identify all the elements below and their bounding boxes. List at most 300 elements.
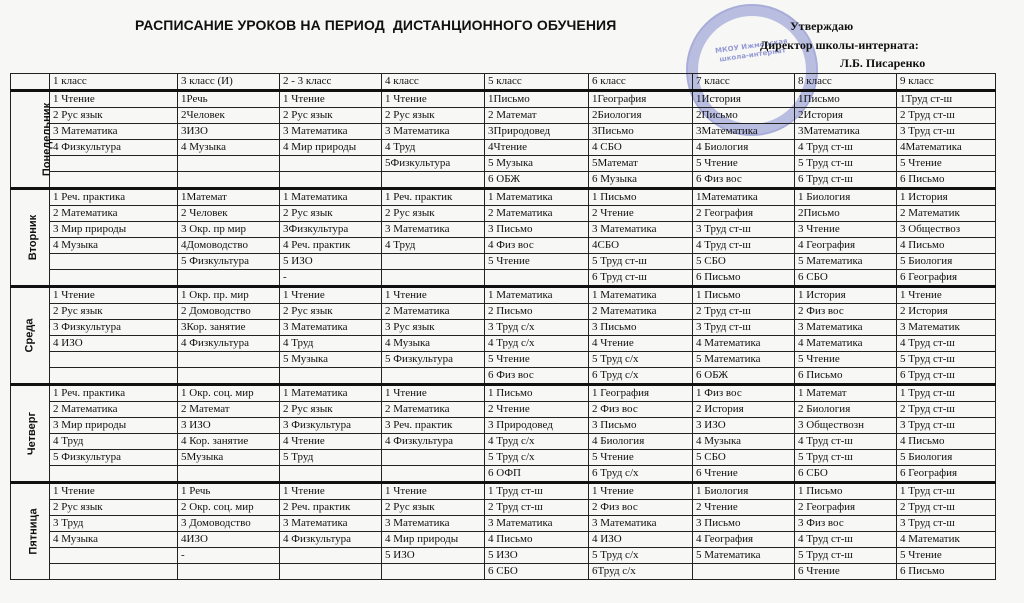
- lesson-cell: 6 Письмо: [693, 270, 795, 287]
- lesson-row: [11, 206, 996, 222]
- lesson-cell: 5 Труд ст-ш: [897, 352, 996, 368]
- lesson-cell: [50, 548, 178, 564]
- lesson-cell: 3 Письмо: [589, 418, 693, 434]
- lesson-cell: 3 Письмо: [589, 320, 693, 336]
- lesson-cell: 4 Труд с/х: [485, 336, 589, 352]
- lesson-cell: 3 Математика: [485, 516, 589, 532]
- lesson-cell: 1 История: [795, 287, 897, 304]
- lesson-cell: 1Труд ст-ш: [897, 91, 996, 108]
- lesson-cell: 5 СБО: [693, 450, 795, 466]
- lesson-cell: 6 Труд с/х: [589, 466, 693, 483]
- lesson-cell: 1 Труд ст-ш: [485, 483, 589, 500]
- lesson-cell: 2 Труд ст-ш: [693, 304, 795, 320]
- lesson-cell: 2 Письмо: [485, 304, 589, 320]
- lesson-cell: 2 Математик: [897, 206, 996, 222]
- lesson-row: [11, 189, 996, 206]
- lesson-cell: 3 Математика: [280, 516, 382, 532]
- lesson-cell: 4 Биология: [693, 140, 795, 156]
- lesson-cell: 4 Письмо: [897, 434, 996, 450]
- lesson-cell: 4Чтение: [485, 140, 589, 156]
- lesson-cell: 5 Труд ст-ш: [795, 548, 897, 564]
- lesson-cell: 2 Окр. соц. мир: [178, 500, 280, 516]
- day-label: [11, 189, 50, 287]
- lesson-cell: [382, 172, 485, 189]
- lesson-cell: 3 ИЗО: [693, 418, 795, 434]
- lesson-cell: 1Математ: [178, 189, 280, 206]
- lesson-cell: 5 Чтение: [589, 450, 693, 466]
- lesson-cell: 4 Мир природы: [280, 140, 382, 156]
- lesson-cell: 6 Чтение: [693, 466, 795, 483]
- lesson-cell: 1 Реч. практика: [50, 189, 178, 206]
- lesson-cell: 2 Рус язык: [382, 500, 485, 516]
- lesson-cell: 1География: [589, 91, 693, 108]
- lesson-cell: 4 Труд ст-ш: [897, 336, 996, 352]
- lesson-cell: 5 Физкультура: [178, 254, 280, 270]
- lesson-cell: 6 Труд ст-ш: [897, 368, 996, 385]
- lesson-cell: 4 Труд ст-ш: [795, 140, 897, 156]
- lesson-row: [11, 172, 996, 189]
- lesson-cell: 5 Труд ст-ш: [795, 450, 897, 466]
- lesson-cell: 3 Математика: [795, 320, 897, 336]
- lesson-cell: 4 Труд ст-ш: [795, 532, 897, 548]
- lesson-row: [11, 385, 996, 402]
- lesson-cell: 2 Рус язык: [280, 108, 382, 124]
- approval-line-3: Л.Б. Писаренко: [840, 56, 926, 70]
- lesson-cell: 3 Рус язык: [382, 320, 485, 336]
- lesson-cell: 4 Математика: [795, 336, 897, 352]
- lesson-cell: 4 Музыка: [50, 238, 178, 254]
- lesson-cell: 4 Труд с/х: [485, 434, 589, 450]
- class-header: 1 класс: [50, 74, 178, 91]
- lesson-cell: 1История: [693, 91, 795, 108]
- lesson-cell: [280, 564, 382, 580]
- lesson-cell: 2 Математ: [178, 402, 280, 418]
- lesson-cell: 2Биология: [589, 108, 693, 124]
- lesson-cell: 5 ИЗО: [485, 548, 589, 564]
- lesson-cell: 4 Физ вос: [485, 238, 589, 254]
- approval-line-1: Утверждаю: [790, 19, 854, 33]
- lesson-cell: 5 Чтение: [485, 254, 589, 270]
- lesson-cell: 4 Чтение: [589, 336, 693, 352]
- lesson-row: [11, 450, 996, 466]
- class-header: 4 класс: [382, 74, 485, 91]
- lesson-row: [11, 483, 996, 500]
- lesson-cell: 4 Математика: [693, 336, 795, 352]
- lesson-cell: 2 Домоводство: [178, 304, 280, 320]
- lesson-cell: 5 Математика: [693, 548, 795, 564]
- lesson-cell: 1 Чтение: [589, 483, 693, 500]
- lesson-cell: 6 Труд ст-ш: [795, 172, 897, 189]
- lesson-cell: 5Физкультура: [382, 156, 485, 172]
- class-header: 9 класс: [897, 74, 996, 91]
- lesson-cell: 6 ОБЖ: [485, 172, 589, 189]
- lesson-cell: 4 Труд: [280, 336, 382, 352]
- lesson-cell: 1 Чтение: [50, 91, 178, 108]
- lesson-cell: 3 Математика: [589, 516, 693, 532]
- lesson-cell: 6 Труд ст-ш: [589, 270, 693, 287]
- lesson-cell: 4 Кор. занятие: [178, 434, 280, 450]
- lesson-cell: 3Кор. занятие: [178, 320, 280, 336]
- lesson-cell: 5 Биология: [897, 254, 996, 270]
- lesson-cell: 1 Чтение: [382, 287, 485, 304]
- lesson-cell: [178, 368, 280, 385]
- lesson-cell: 1 Чтение: [50, 483, 178, 500]
- day-label: [11, 385, 50, 483]
- lesson-cell: 5 Чтение: [897, 156, 996, 172]
- lesson-cell: 2 Математ: [485, 108, 589, 124]
- lesson-cell: 2Человек: [178, 108, 280, 124]
- lesson-cell: 2 Чтение: [693, 500, 795, 516]
- lesson-cell: 2 География: [795, 500, 897, 516]
- lesson-row: [11, 287, 996, 304]
- lesson-cell: 3 Труд ст-ш: [897, 124, 996, 140]
- day-name: Пятница: [27, 508, 40, 555]
- lesson-cell: 4 Письмо: [485, 532, 589, 548]
- lesson-cell: 5 ИЗО: [382, 548, 485, 564]
- lesson-cell: [178, 172, 280, 189]
- lesson-cell: [50, 156, 178, 172]
- lesson-cell: [50, 466, 178, 483]
- lesson-cell: 3 Окр. пр мир: [178, 222, 280, 238]
- class-header: 2 - 3 класс: [280, 74, 382, 91]
- lesson-cell: 1Речь: [178, 91, 280, 108]
- lesson-cell: 1 Чтение: [280, 483, 382, 500]
- lesson-cell: 2 Физ вос: [589, 402, 693, 418]
- lesson-row: [11, 564, 996, 580]
- lesson-cell: 6 ОФП: [485, 466, 589, 483]
- lesson-cell: 4 ИЗО: [589, 532, 693, 548]
- class-header: 7 класс: [693, 74, 795, 91]
- lesson-cell: [382, 466, 485, 483]
- lesson-row: [11, 108, 996, 124]
- lesson-cell: 1 Чтение: [280, 287, 382, 304]
- lesson-row: [11, 368, 996, 385]
- lesson-cell: 6 ОБЖ: [693, 368, 795, 385]
- lesson-cell: 4 Физкультура: [280, 532, 382, 548]
- lesson-cell: 6 Труд с/х: [589, 368, 693, 385]
- lesson-cell: 1 География: [589, 385, 693, 402]
- lesson-cell: [280, 548, 382, 564]
- lesson-cell: 5 Математика: [693, 352, 795, 368]
- lesson-row: [11, 500, 996, 516]
- lesson-cell: 6 Письмо: [795, 368, 897, 385]
- lesson-row: [11, 434, 996, 450]
- lesson-cell: 5 Физкультура: [50, 450, 178, 466]
- lesson-cell: 1 Чтение: [50, 287, 178, 304]
- lesson-cell: 4 География: [795, 238, 897, 254]
- lesson-cell: 2 Рус язык: [382, 108, 485, 124]
- lesson-cell: 5 Музыка: [485, 156, 589, 172]
- lesson-cell: 4 Мир природы: [382, 532, 485, 548]
- lesson-cell: 5 Чтение: [693, 156, 795, 172]
- lesson-cell: 5 Чтение: [795, 352, 897, 368]
- lesson-cell: [178, 156, 280, 172]
- lesson-cell: 2 Математика: [485, 206, 589, 222]
- lesson-cell: 4 Музыка: [382, 336, 485, 352]
- lesson-cell: 3 Математика: [382, 222, 485, 238]
- class-header: 3 класс (И): [178, 74, 280, 91]
- lesson-cell: 4 Труд ст-ш: [693, 238, 795, 254]
- lesson-cell: 4 Биология: [589, 434, 693, 450]
- lesson-cell: [280, 172, 382, 189]
- stamp-text: МКОУ Ижморская школа-интернат: [714, 37, 788, 64]
- lesson-cell: 3 Письмо: [693, 516, 795, 532]
- lesson-cell: 3 Труд ст-ш: [897, 418, 996, 434]
- lesson-cell: 6Труд с/х: [589, 564, 693, 580]
- lesson-cell: 2 Реч. практик: [280, 500, 382, 516]
- lesson-cell: 5 Чтение: [897, 548, 996, 564]
- lesson-cell: 6 География: [897, 466, 996, 483]
- lesson-cell: 3Физкультура: [280, 222, 382, 238]
- lesson-cell: 3 Физ вос: [795, 516, 897, 532]
- lesson-cell: 6 Чтение: [795, 564, 897, 580]
- lesson-cell: 1 Чтение: [382, 91, 485, 108]
- lesson-cell: 5 Физкультура: [382, 352, 485, 368]
- lesson-cell: 2 Труд ст-ш: [897, 402, 996, 418]
- lesson-row: [11, 304, 996, 320]
- lesson-cell: 2 Рус язык: [50, 108, 178, 124]
- lesson-row: [11, 336, 996, 352]
- lesson-cell: 2 Чтение: [589, 206, 693, 222]
- lesson-cell: 2 Математика: [50, 402, 178, 418]
- lesson-row: [11, 466, 996, 483]
- lesson-cell: 6 Музыка: [589, 172, 693, 189]
- lesson-cell: 4 СБО: [589, 140, 693, 156]
- lesson-cell: 4 Физкультура: [178, 336, 280, 352]
- schedule-table: [10, 73, 996, 580]
- lesson-cell: [382, 450, 485, 466]
- lesson-cell: 4 Реч. практик: [280, 238, 382, 254]
- lesson-row: [11, 516, 996, 532]
- lesson-cell: [50, 352, 178, 368]
- lesson-cell: 2 Труд ст-ш: [897, 108, 996, 124]
- lesson-cell: 3 Математика: [280, 124, 382, 140]
- lesson-cell: [382, 564, 485, 580]
- lesson-cell: 1 Труд ст-ш: [897, 483, 996, 500]
- day-name: Среда: [23, 318, 36, 353]
- lesson-cell: 5 Чтение: [485, 352, 589, 368]
- lesson-cell: 5Музыка: [178, 450, 280, 466]
- lesson-row: [11, 91, 996, 108]
- lesson-cell: 5 Музыка: [280, 352, 382, 368]
- approval-line-2: Директор школы-интерната:: [760, 38, 919, 52]
- lesson-row: [11, 156, 996, 172]
- schedule-title: РАСПИСАНИЕ УРОКОВ НА ПЕРИОД ДИСТАНЦИОННОГО ОБУЧЕНИЯ: [135, 17, 617, 33]
- corner-cell: [11, 74, 50, 91]
- lesson-cell: [382, 368, 485, 385]
- lesson-cell: 3 Домоводство: [178, 516, 280, 532]
- lesson-cell: 4 Физкультура: [382, 434, 485, 450]
- lesson-cell: 2Письмо: [693, 108, 795, 124]
- lesson-cell: 6 Письмо: [897, 172, 996, 189]
- lesson-cell: 3 Математика: [589, 222, 693, 238]
- lesson-cell: [178, 352, 280, 368]
- lesson-row: [11, 532, 996, 548]
- class-header-row: [11, 74, 996, 91]
- lesson-cell: 3 Труд ст-ш: [897, 516, 996, 532]
- lesson-cell: 3 Физкультура: [50, 320, 178, 336]
- lesson-cell: 4 Труд: [50, 434, 178, 450]
- lesson-cell: 5 Труд с/х: [589, 548, 693, 564]
- lesson-cell: 1 Чтение: [897, 287, 996, 304]
- lesson-cell: 1 Математика: [485, 287, 589, 304]
- lesson-cell: 3Природовед: [485, 124, 589, 140]
- lesson-cell: 3 Обществоз: [897, 222, 996, 238]
- lesson-cell: 3Письмо: [589, 124, 693, 140]
- lesson-cell: 1 Письмо: [485, 385, 589, 402]
- lesson-cell: 1 Письмо: [589, 189, 693, 206]
- lesson-cell: 6 Физ вос: [693, 172, 795, 189]
- lesson-cell: 2 Человек: [178, 206, 280, 222]
- lesson-cell: 1 Математика: [589, 287, 693, 304]
- lesson-row: [11, 238, 996, 254]
- lesson-cell: 4 Письмо: [897, 238, 996, 254]
- lesson-cell: 6 География: [897, 270, 996, 287]
- schedule-body: [11, 91, 996, 580]
- lesson-cell: 5Математ: [589, 156, 693, 172]
- lesson-cell: 3 Реч. практик: [382, 418, 485, 434]
- lesson-cell: 2История: [795, 108, 897, 124]
- lesson-cell: 4 Труд ст-ш: [795, 434, 897, 450]
- lesson-cell: -: [178, 548, 280, 564]
- lesson-cell: 6 Физ вос: [485, 368, 589, 385]
- lesson-row: [11, 548, 996, 564]
- lesson-cell: 3 Математика: [50, 124, 178, 140]
- lesson-cell: 1 Окр. соц. мир: [178, 385, 280, 402]
- lesson-cell: [178, 270, 280, 287]
- lesson-row: [11, 402, 996, 418]
- lesson-cell: 2 Математика: [589, 304, 693, 320]
- lesson-cell: 1Письмо: [795, 91, 897, 108]
- lesson-cell: 1 Математ: [795, 385, 897, 402]
- lesson-cell: [280, 368, 382, 385]
- lesson-cell: 3 Мир природы: [50, 222, 178, 238]
- lesson-cell: 1 Окр. пр. мир: [178, 287, 280, 304]
- lesson-cell: 4 Физкультура: [50, 140, 178, 156]
- lesson-cell: 3 Математика: [382, 124, 485, 140]
- lesson-row: [11, 320, 996, 336]
- lesson-cell: 1 Реч. практика: [50, 385, 178, 402]
- lesson-cell: 5 СБО: [693, 254, 795, 270]
- lesson-cell: 2 Чтение: [485, 402, 589, 418]
- day-label: [11, 91, 54, 189]
- lesson-cell: 3 Чтение: [795, 222, 897, 238]
- lesson-cell: 4СБО: [589, 238, 693, 254]
- lesson-cell: 4 Математик: [897, 532, 996, 548]
- lesson-cell: 1 Физ вос: [693, 385, 795, 402]
- lesson-cell: 5 Труд ст-ш: [795, 156, 897, 172]
- lesson-row: [11, 254, 996, 270]
- lesson-cell: 3 Труд ст-ш: [693, 222, 795, 238]
- lesson-cell: [50, 172, 178, 189]
- lesson-cell: 5 ИЗО: [280, 254, 382, 270]
- lesson-cell: [50, 270, 178, 287]
- lesson-cell: 3ИЗО: [178, 124, 280, 140]
- class-header: 6 класс: [589, 74, 693, 91]
- lesson-cell: 1 Математика: [280, 189, 382, 206]
- lesson-row: [11, 418, 996, 434]
- lesson-cell: [382, 270, 485, 287]
- lesson-cell: 1 История: [897, 189, 996, 206]
- lesson-cell: 4Домоводство: [178, 238, 280, 254]
- lesson-cell: 4 География: [693, 532, 795, 548]
- lesson-cell: 5 Труд с/х: [589, 352, 693, 368]
- lesson-cell: 2 Рус язык: [50, 500, 178, 516]
- lesson-cell: 6 СБО: [795, 270, 897, 287]
- day-name: Понедельник: [41, 102, 54, 177]
- lesson-cell: 5 Труд с/х: [485, 450, 589, 466]
- lesson-cell: 2 Труд ст-ш: [485, 500, 589, 516]
- lesson-cell: 6 СБО: [795, 466, 897, 483]
- lesson-cell: 4 Музыка: [50, 532, 178, 548]
- lesson-cell: 4 Чтение: [280, 434, 382, 450]
- lesson-cell: 2 Математика: [50, 206, 178, 222]
- lesson-row: [11, 352, 996, 368]
- lesson-cell: 2 Рус язык: [280, 402, 382, 418]
- lesson-cell: 3 Обществозн: [795, 418, 897, 434]
- lesson-cell: 4ИЗО: [178, 532, 280, 548]
- lesson-cell: 1 Реч. практик: [382, 189, 485, 206]
- lesson-cell: 3 Мир природы: [50, 418, 178, 434]
- day-label: [11, 483, 50, 580]
- lesson-cell: 4 Музыка: [693, 434, 795, 450]
- lesson-cell: [382, 254, 485, 270]
- lesson-cell: 3Математика: [795, 124, 897, 140]
- lesson-cell: 3 Письмо: [485, 222, 589, 238]
- lesson-cell: [280, 466, 382, 483]
- lesson-cell: [280, 156, 382, 172]
- lesson-row: [11, 222, 996, 238]
- lesson-cell: 1 Биология: [795, 189, 897, 206]
- lesson-cell: 5 Труд: [280, 450, 382, 466]
- lesson-cell: [693, 564, 795, 580]
- lesson-cell: 2 Биология: [795, 402, 897, 418]
- lesson-cell: 6 СБО: [485, 564, 589, 580]
- lesson-cell: 1 Математика: [280, 385, 382, 402]
- lesson-cell: 3 Труд: [50, 516, 178, 532]
- lesson-cell: 6 Письмо: [897, 564, 996, 580]
- lesson-cell: 3 ИЗО: [178, 418, 280, 434]
- class-header: 5 класс: [485, 74, 589, 91]
- lesson-cell: [178, 564, 280, 580]
- lesson-cell: 2 Физ вос: [589, 500, 693, 516]
- lesson-cell: 1 Биология: [693, 483, 795, 500]
- lesson-row: [11, 140, 996, 156]
- day-name: Четверг: [26, 411, 39, 456]
- lesson-cell: 2 Математика: [382, 304, 485, 320]
- lesson-cell: 4Математика: [897, 140, 996, 156]
- lesson-row: [11, 124, 996, 140]
- lesson-cell: 2 Рус язык: [280, 304, 382, 320]
- lesson-cell: 1 Письмо: [693, 287, 795, 304]
- lesson-cell: 3 Математика: [280, 320, 382, 336]
- lesson-cell: [178, 466, 280, 483]
- lesson-cell: 1 Речь: [178, 483, 280, 500]
- lesson-cell: 5 Математика: [795, 254, 897, 270]
- lesson-cell: 1Математика: [693, 189, 795, 206]
- lesson-cell: 3 Физкультура: [280, 418, 382, 434]
- lesson-cell: [50, 254, 178, 270]
- lesson-cell: -: [280, 270, 382, 287]
- lesson-cell: 5 Биология: [897, 450, 996, 466]
- lesson-cell: 1 Чтение: [382, 483, 485, 500]
- lesson-cell: 2 География: [693, 206, 795, 222]
- lesson-cell: 2 История: [693, 402, 795, 418]
- lesson-cell: 3 Природовед: [485, 418, 589, 434]
- lesson-cell: [50, 564, 178, 580]
- lesson-cell: 1 Труд ст-ш: [897, 385, 996, 402]
- day-name: Вторник: [27, 214, 40, 261]
